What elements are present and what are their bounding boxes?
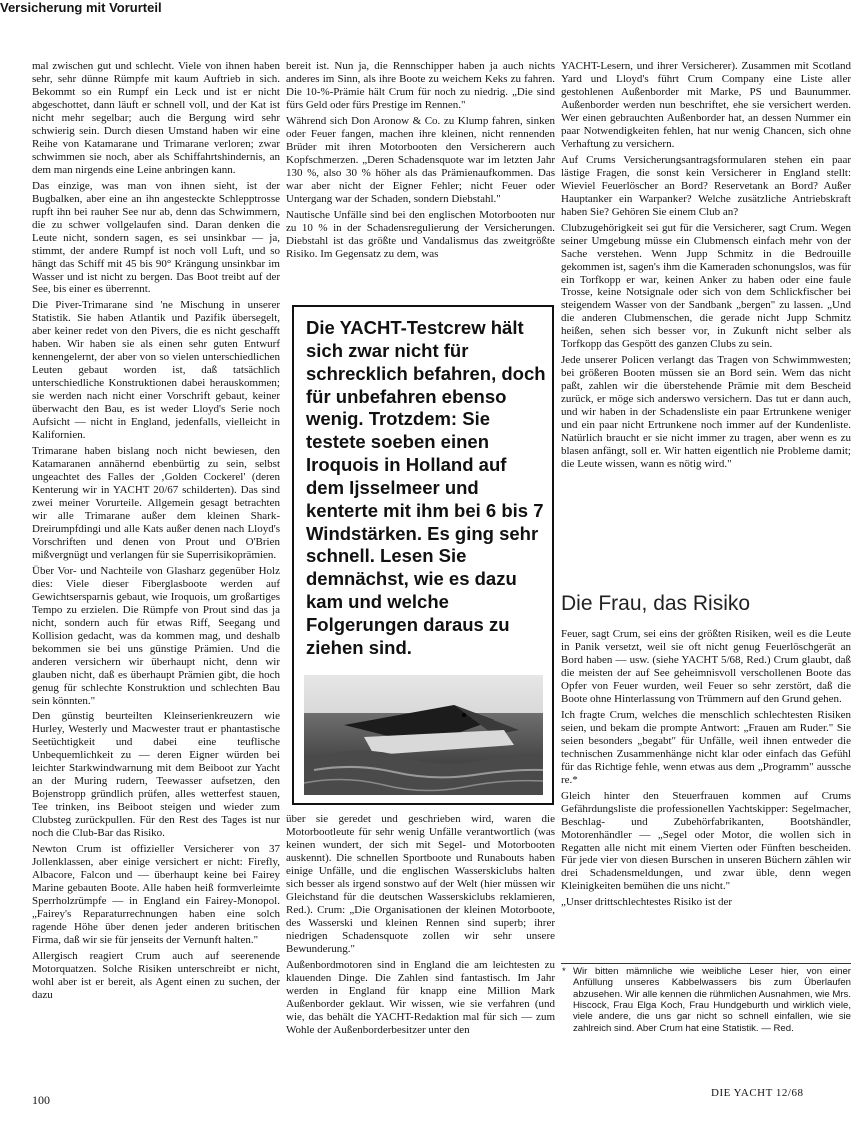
text-column-3-top [561, 60, 851, 590]
running-head: Versicherung mit Vorurteil [0, 0, 162, 15]
text-column-1 [32, 60, 280, 1090]
paragraph: Clubzugehörigkeit sei gut für die Versicherer, sagt Crum. Wegen seiner Umgebung müsse ein Clubmensch einfach mehr von der Sache verstehen. Wenn Jupp Schmitz in die Bedrouille gekommen ist, sagen's ihm die Kameraden schonungslos, was für ein Torfkopp er war, keinen Anker zu haben oder eine faule Trosse, keine Notsignale oder sich von dem Schlickfischer bei steigendem Wasser von der Sandbank „bergen" zu lassen. „Und die anderen Clubmenschen, die gerade nicht Jupp Schmitz heißen, sehen sich besser vor, in Zukunft nicht selber als Torfkopp das Gespött des ganzen Clubs zu sein. [561, 221, 851, 351]
paragraph: Den günstig beurteilten Kleinserienkreuzern wie Hurley, Westerly und Macwester traut er phantastische Seetüchtigkeit und dabei eine teuflische Unbequemlichkeit zu — deren Eigner würden bei leichter Starkwindwarnung mit dem Beiboot zur Yacht an der Muring rudern, Teewasser aufsetzen, den Bojenstropp gründlich prüfen, alles wetterfest stauen, Tee trinken, ins Beiboot steigen und wieder zum Clubsteg zurückpullen. Für den Rest des Tages ist nur noch die Club-Bar das Risiko. [32, 710, 280, 840]
paragraph: Die Piver-Trimarane sind 'ne Mischung in unserer Statistik. Sie haben Atlantik und Pazifik übersegelt, aber keiner redet von den Pivers, die es nicht geschafft haben. Wir haben sie als einen sehr guten Entwurf kennengelernt, der aber von so vielen unterschiedlichen Leuten gebaut worden ist, daß tatsächlich unterschiedliche Konstruktionen dabei herauskommen; sie werden nach nicht einer Vorschrift gebaut, keiner überwacht den Bau, es ist weder Lloyd's Serie noch Aufsicht — nicht in England, jedenfalls, vielleicht in Kalifornien. [32, 299, 280, 442]
text-column-2-bottom [286, 813, 555, 1103]
section-subheading: Die Frau, das Risiko [561, 592, 751, 615]
footnote-text: Wir bitten mämnliche wie weibliche Leser hier, von einer Anfüllung unseres Kabbelwassers bis zum Überlaufen abzusehen. Wir alle kennen die rühmlichen Ausnahmen, wie Mrs. Hiscock, Frau Elga Koch, Frau Hundgeburth und wirklich viele, viele andere, die uns gar nicht so schnell einfallen, wie sie zahlreich sind. Aber Crum hat eine Statistik. — Red. [573, 966, 851, 1034]
paragraph: „Unser drittschlechtestes Risiko ist der [561, 896, 733, 909]
paragraph: bereit ist. Nun ja, die Rennschipper haben ja auch nichts anderes im Sinn, als ihre Boote zu weichem Keks zu fahren. Die 10-%-Prämie hält Crum für noch zu niedrig. „Die sind fürs Geld oder fürs Prestige im Rennen." [286, 60, 555, 111]
paragraph: Das einzige, was man von ihnen sieht, ist der Bugbalken, aber eine an ihn angesteckte Schlepptrosse rupft ihn bei rauher See nur ab, denn das Schwimmern, die zu schwer vollgelaufen sind. Daran denken die Leute nicht, sondern sagen, es sei unsinkbar — ja, stimmt, der andere Rumpf ist noch voll Luft, und so hängt das Schiff mit 45 bis 90° Krängung unsinkbar im Wasser und ist nicht zu bergen. Das Boot treibt auf der See, bis einer es überrennt. [32, 179, 280, 296]
paragraph: Allergisch reagiert Crum auch auf seerenende Motorquatzen. Solche Risiken unterschreibt er nicht, wohl aber ist er bereit, als Agent einen zu suchen, der dazu [32, 949, 280, 1001]
paragraph: Während sich Don Aronow & Co. zu Klump fahren, sinken oder Feuer fangen, machen ihre kleinen, nicht rennenden Brüder mit ihren Motorbooten den Versicherern auch Kopfschmerzen. „Deren Schadensquote war im letzten Jahr 130 %, also 30 % höher als das Prämienaufkommen. Das war aber nicht der Eigner Fehler; nicht Feuer oder Untergang war der Schaden, sondern Diebstahl." [286, 114, 555, 205]
paragraph: Jede unserer Policen verlangt das Tragen von Schwimmwesten; bei größeren Booten müssen sie an Bord sein. Wem das nicht paßt, zahlen wir die überstehende Prämie mit dem Bescheid zurück, er möge sich anderswo versichern. Das tut er dann auch, und wir haben in der Schadensliste ein paar Ertrunkene weniger und ein paar nicht Ertrunkene noch immer auf der Kundenliste. Natürlich braucht er sie nicht immer zu tragen, aber wenn es zu blasen anfängt, soll er. Wir hatten eigentlich nie Probleme damit; die Leute wissen, wann es nötig wird." [561, 354, 851, 471]
paragraph: Nautische Unfälle sind bei den englischen Motorbooten nur zu 10 % in der Schadensregulierung der Versicherungen. Diebstahl ist das größte und Vandalismus das zweitgrößte Risiko. Im Gegensatz zu dem, was [286, 208, 555, 260]
paragraph: über sie geredet und geschrieben wird, waren die Motorbootleute für sehr wenig Unfälle verantwortlich (was keinen wundert, der sich mit Segel- und Motorbooten auskennt). Die schnellen Sportboote und Runabouts haben einige Unfälle, und die englischen Wasserskiclubs halten sich besser als irgend sonstwo auf der Welt (hier müssen wir Gleichstand für die deutschen Wasserskiclubs reklamieren, Red.). Crum: „Die Organisationen der kleinen Motorboote, des Wasserski und kleinen Rennen sind superb; ihrer niedrigen Schadensquote zollen wir sehr unsere Bewunderung." [286, 813, 555, 955]
footnote-divider [561, 963, 851, 964]
box-headline-text: Die YACHT-Testcrew hält sich zwar nicht für schrecklich befahren, doch für unbefahren ebenso wenig. Trotzdem: Sie testete soeben einen Iroquois in Holland auf dem Ijsselmeer und kenterte mit ihm bei 6 bis 7 Windstärken. Es ging sehr schnell. Lesen Sie demnächst, wie es dazu kam und welche Folgerungen daraus zu ziehen sind. [306, 317, 546, 658]
text-column-2-top [286, 60, 555, 292]
paragraph: Feuer, sagt Crum, sei eins der größten Risiken, weil es die Leute in Panik versetzt, weil sie oft nicht genug Feuerlöschgerät an Bord haben — usw. (siehe YACHT 5/68, Red.) Crum glaubt, daß die meisten der auf See geheimnisvoll verschollenen Boote das Opfer von Feuer wurden, weil Feuer so sehr zerstört, daß die Boote ohne Hinterlassung von Trümmern auf den Grund gehen. [561, 628, 851, 705]
paragraph: Gleich hinter den Steuerfrauen kommen auf Crums Gefährdungsliste die professionellen Yachtskipper: Segelmacher, Beschlag- und Zubehörfabrikanten, Bootshändler, Motorenhändler — „Segel oder Motor, die wollen sich in Regatten alle nicht mit einem Vierten oder Fünften bescheiden. Für jede vier von diesen Burschen in unseren Büchern zählen wir drei Schadensmeldungen, und zwar üble, denn wegen Kleinigkeiten bemühen die uns nicht." [561, 789, 851, 893]
footnote [562, 966, 851, 1034]
page-number: 100 [32, 1093, 50, 1107]
footnote-marker: * [562, 966, 566, 977]
paragraph: Newton Crum ist offizieller Versicherer von 37 Jollenklassen, aber einige versichert er nicht: Firefly, Albacore, Falcon und — überhaupt keine bei Fairey Marine gebauten Boote. Alle haben heiß formverleimte Sperrholzrümpfe — in England ein Fairey-Monopol. „Fairey's Reparaturrechnungen haben eine solch ragende Höhe über denen jeder anderen britischen Firma, daß wir sie für jenseits der Vernunft halten." [32, 843, 280, 946]
capsized-boat-photo [304, 675, 543, 795]
paragraph: Über Vor- und Nachteile von Glasharz gegenüber Holz dies: Viele dieser Fiberglasboote werden auf Gewichtsersparnis gebaut, wie Iroquois, um großartiges Tempo zu erzielen. Die Rümpfe von Prout sind das ja nicht, sondern auch für etwas Riff, Seegang und Kollision gedacht, was da kommen mag, und deshalb bekommen sie bei uns günstige Prämien. Und die anderen versichern wir überhaupt nicht, denn wir glauben nicht, daß es überhaupt Prämien gibt, die hoch genug für schlechte Konstruktion und schlechten Bau sein könnten." [32, 564, 280, 707]
paragraph: mal zwischen gut und schlecht. Viele von ihnen haben sehr, sehr dünne Rümpfe mit kaum Auftrieb in sich. Bekommt so ein Rumpf ein Leck und ist er nicht abgeschottet, dann läuft er schnell voll, und der Kat ist nicht mehr segelbar; auch die Bergung wird sehr schwierig sein. Durch diesen Umstand haben wir eine Reihe von Katamarane und Trimarane verloren; zwar schwimmen sie noch, aber als Schiffahrtshindernis, an dem man nirgends eine Leine anbringen kann. [32, 60, 280, 176]
text-column-3-bottom [561, 628, 851, 961]
issue-footer: DIE YACHT 12/68 [711, 1087, 804, 1099]
paragraph: Trimarane haben bislang noch nicht bewiesen, den Katamaranen annähernd ebenbürtig zu sein, selbst ungeachtet des Falles der ‚Golden Cockerel' (deren Kenterung wir in YACHT 20/67 schilderten). Das sind zwei meiner Vorurteile. Allgemein gesagt betrachten wir alle Trimarane außer dem kleinen Shark-Dreirumpfdingi und alle Kats außer denen nach Lloyd's Vorschriften und denen von Prout und O'Brien mißvergnügt und verlangen für sie Superrisikoprämien. [32, 445, 280, 561]
paragraph: YACHT-Lesern, und ihrer Versicherer). Zusammen mit Scotland Yard und Lloyd's führt Crum Company eine Liste aller gestohlenen Außenborder mit Marke, PS und Baunummer. Außenborder werden nun beschriftet, ehe sie versichert werden. Wer einen gebrauchten Außenborder hat, an dessen Nummer ein paar Notwendigkeiten fehlen, hat nur wenig Chancen, sich ohne Verhaftung zu versichern. [561, 60, 851, 150]
paragraph: Außenbordmotoren sind in England die am leichtesten zu klauenden Dinge. Die Zahlen sind fantastisch. Im Jahr werden in England für knapp eine Million Mark Außenborder geklaut. Wir wissen, wie sie verfahren (und wie, das behält die YACHT-Redaktion mal für sich — zum Wohle der Außenborderbesitzer unter den [286, 958, 555, 1036]
paragraph: Ich fragte Crum, welches die menschlich schlechtesten Risiken seien, und bekam die prompte Antwort: „Frauen am Ruder." Sie seien besonders „begabt" für Unfälle, weil ihnen entweder die technischen Zusammenhänge nicht klar oder einfach das Gefühl für das Richtige fehle, wenn etwas aus dem „Programm" aussche re.* [561, 708, 851, 786]
paragraph: Auf Crums Versicherungsantragsformularen stehen ein paar lästige Fragen, die sonst kein Versicherer in England stellt: Wieviel Feuerlöscher an Bord? Reservetank an Bord? Außer Hauptanker ein Warpanker? Welche zusätzliche Antriebskraft haben Sie? Gehören Sie einem Club an? [561, 153, 851, 218]
testcrew-info-box [292, 305, 554, 805]
